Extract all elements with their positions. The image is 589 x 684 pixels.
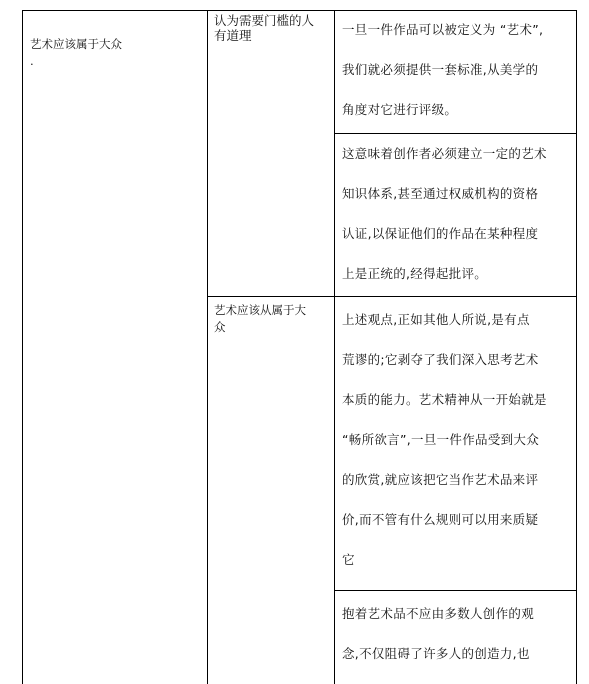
col2-left-border xyxy=(207,10,208,684)
viewpoint-1-line-2: 有道理 xyxy=(214,28,252,43)
viewpoint-2-argument-1 xyxy=(342,300,574,580)
paragraph-line: 我们就必须提供一套标准,从美学的 xyxy=(342,62,539,77)
viewpoint-2-line-1: 艺术应该从属于大 xyxy=(214,303,306,317)
paragraph-line: 上是正统的,经得起批评。 xyxy=(342,266,488,281)
topic-cell xyxy=(30,36,200,70)
viewpoint-1-label xyxy=(214,13,332,43)
viewpoint-1-line-1: 认为需要门槛的人 xyxy=(214,13,315,28)
paragraph-line: 这意味着创作者必须建立一定的艺术 xyxy=(342,146,547,161)
topic-mark: . xyxy=(30,54,34,68)
paragraph-line: 一旦一件作品可以被定义为 “艺术”, xyxy=(342,22,544,37)
paragraph-line: 角度对它进行评级。 xyxy=(342,102,458,117)
paragraph-line: “畅所欲言”,一旦一件作品受到大众 xyxy=(342,432,540,447)
col3-left-border xyxy=(334,10,335,684)
paragraph-line: 本质的能力。艺术精神从一开始就是 xyxy=(342,392,547,407)
viewpoint-1-argument-1 xyxy=(342,10,574,130)
viewpoint-2-argument-2 xyxy=(342,594,574,674)
paragraph-line: 价,而不管有什么规则可以用来质疑 xyxy=(342,512,539,527)
table-left-border xyxy=(22,10,23,684)
row-divider-3 xyxy=(334,590,577,591)
viewpoint-2-line-2: 众 xyxy=(214,320,226,334)
paragraph-line: 荒谬的;它剥夺了我们深入思考艺术 xyxy=(342,352,539,367)
paragraph-line: 抱着艺术品不应由多数人创作的观 xyxy=(342,606,535,621)
paragraph-line: 上述观点,正如其他人所说,是有点 xyxy=(342,312,530,327)
paragraph-line: 认证,以保证他们的作品在某种程度 xyxy=(342,226,539,241)
paragraph-line: 知识体系,甚至通过权威机构的资格 xyxy=(342,186,539,201)
row-divider-2 xyxy=(207,296,577,297)
viewpoint-1-argument-2 xyxy=(342,134,574,294)
viewpoint-2-label xyxy=(214,302,332,336)
topic-text: 艺术应该属于大众 xyxy=(30,37,122,51)
table-right-border xyxy=(576,10,577,684)
paragraph-line: 的欣赏,就应该把它当作艺术品来评 xyxy=(342,472,539,487)
paragraph-line: 它 xyxy=(342,552,355,567)
paragraph-line: 念,不仅阻碍了许多人的创造力,也 xyxy=(342,646,530,661)
